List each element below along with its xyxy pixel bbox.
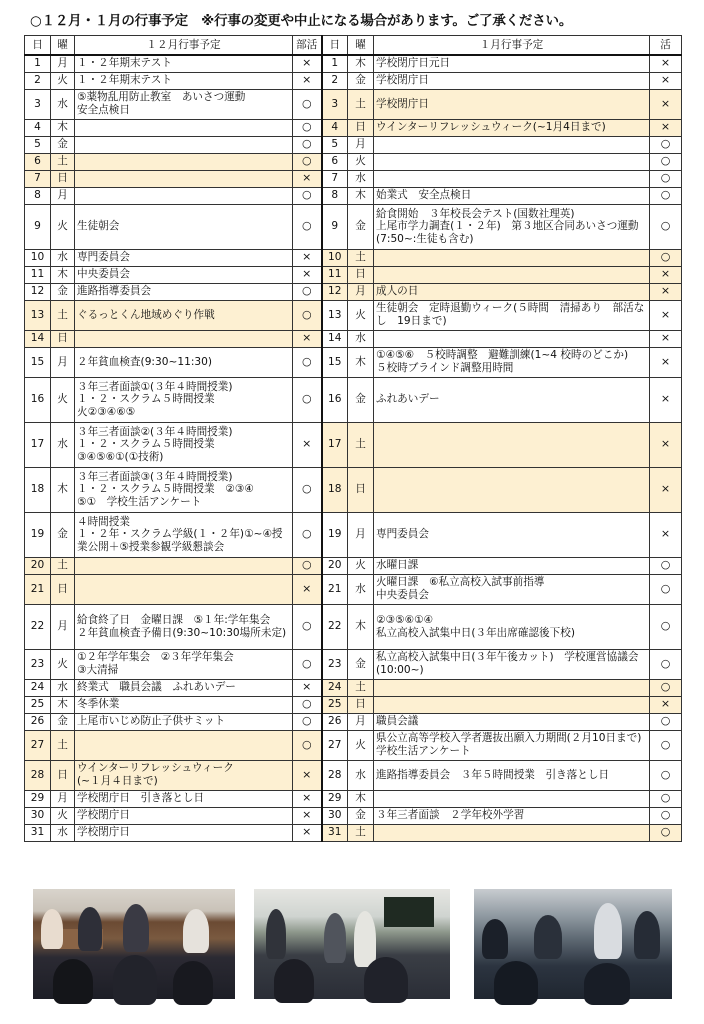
dec-club-mark: × (293, 679, 322, 696)
table-row (25, 679, 682, 696)
dec-event: 専門委員会 (75, 249, 293, 266)
dec-weekday: 月 (51, 187, 75, 204)
dec-weekday: 木 (51, 266, 75, 283)
jan-event (374, 330, 650, 347)
jan-event: 生徒朝会 定時退勤ウィーク(５時間 清掃あり 部活なし 19日まで) (374, 300, 650, 330)
dec-event: ３年三者面談①(３年４時間授業) １・２・スクラム５時間授業 火②③④⑥⑤ (75, 377, 293, 422)
jan-event: 成人の日 (374, 283, 650, 300)
dec-event: 給食終了日 金曜日課 ⑤１年:学年集会 ２年貧血検査予備日(9:30~10:30場所未定) (75, 604, 293, 649)
dec-club-mark: ○ (293, 696, 322, 713)
jan-event (374, 679, 650, 696)
jan-club-mark: ○ (650, 760, 682, 790)
jan-weekday: 日 (348, 696, 374, 713)
jan-weekday: 火 (348, 730, 374, 760)
jan-event: 学校閉庁日元日 (374, 55, 650, 72)
dec-club-mark: ○ (293, 347, 322, 377)
table-row (25, 730, 682, 760)
dec-weekday: 日 (51, 170, 75, 187)
jan-day: 16 (322, 377, 348, 422)
jan-club-mark: × (650, 55, 682, 72)
jan-weekday: 土 (348, 249, 374, 266)
jan-day: 2 (322, 72, 348, 89)
jan-event: ３年三者面談 ２学年校外学習 (374, 807, 650, 824)
jan-event (374, 266, 650, 283)
dec-event (75, 153, 293, 170)
jan-day: 26 (322, 713, 348, 730)
jan-day: 7 (322, 170, 348, 187)
dec-club-mark: ○ (293, 713, 322, 730)
jan-weekday: 金 (348, 807, 374, 824)
jan-event: 私立高校入試集中日(３年午後カット) 学校運営協議会(10:00~) (374, 649, 650, 679)
table-row (25, 55, 682, 72)
jan-weekday: 金 (348, 377, 374, 422)
dec-event: ぐるっとくん地域めぐり作戦 (75, 300, 293, 330)
dec-club-mark: × (293, 422, 322, 467)
dec-club-mark: × (293, 824, 322, 841)
jan-weekday: 木 (348, 187, 374, 204)
jan-weekday: 水 (348, 330, 374, 347)
jan-club-mark: ○ (650, 204, 682, 249)
jan-club-mark: ○ (650, 790, 682, 807)
jan-weekday: 金 (348, 72, 374, 89)
jan-weekday: 土 (348, 89, 374, 119)
jan-club-mark: ○ (650, 249, 682, 266)
table-row (25, 283, 682, 300)
dec-event: １・２年期末テスト (75, 72, 293, 89)
dec-event (75, 187, 293, 204)
header-jan-weekday: 曜 (348, 36, 374, 56)
table-row (25, 170, 682, 187)
table-row (25, 266, 682, 283)
dec-event: ４時間授業 １・２年・スクラム学級(１・２年)①~④授業公開＋⑤授業参観学級懇談会 (75, 512, 293, 557)
jan-day: 14 (322, 330, 348, 347)
dec-day: 3 (25, 89, 51, 119)
dec-weekday: 月 (51, 790, 75, 807)
photo-students (474, 889, 672, 999)
jan-club-mark: ○ (650, 730, 682, 760)
table-row (25, 153, 682, 170)
dec-club-mark: ○ (293, 119, 322, 136)
header-dec-club: 部活 (293, 36, 322, 56)
jan-day: 23 (322, 649, 348, 679)
dec-weekday: 土 (51, 153, 75, 170)
jan-club-mark: × (650, 119, 682, 136)
jan-event (374, 249, 650, 266)
dec-weekday: 土 (51, 730, 75, 760)
schedule-table (24, 35, 682, 842)
dec-day: 9 (25, 204, 51, 249)
table-row (25, 347, 682, 377)
dec-club-mark: ○ (293, 649, 322, 679)
dec-weekday: 金 (51, 283, 75, 300)
jan-weekday: 火 (348, 153, 374, 170)
dec-day: 24 (25, 679, 51, 696)
jan-event: ①④⑤⑥ ５校時調整 避難訓練(1~4 校時のどこか) ５校時ブラインド調整用時間 (374, 347, 650, 377)
dec-day: 31 (25, 824, 51, 841)
dec-event: 学校閉庁日 (75, 807, 293, 824)
jan-weekday: 日 (348, 266, 374, 283)
table-row (25, 604, 682, 649)
dec-day: 5 (25, 136, 51, 153)
jan-day: 9 (322, 204, 348, 249)
table-row (25, 467, 682, 512)
dec-event: 中央委員会 (75, 266, 293, 283)
jan-event (374, 170, 650, 187)
jan-day: 10 (322, 249, 348, 266)
dec-event: 上尾市いじめ防止子供サミット (75, 713, 293, 730)
dec-day: 15 (25, 347, 51, 377)
jan-club-mark: × (650, 283, 682, 300)
header-jan-club: 活 (650, 36, 682, 56)
jan-weekday: 水 (348, 170, 374, 187)
dec-day: 1 (25, 55, 51, 72)
dec-event (75, 119, 293, 136)
dec-weekday: 水 (51, 824, 75, 841)
dec-weekday: 日 (51, 574, 75, 604)
dec-weekday: 土 (51, 557, 75, 574)
dec-day: 30 (25, 807, 51, 824)
dec-day: 26 (25, 713, 51, 730)
table-row (25, 249, 682, 266)
jan-day: 22 (322, 604, 348, 649)
table-row (25, 713, 682, 730)
dec-day: 25 (25, 696, 51, 713)
header-weekday: 曜 (51, 36, 75, 56)
dec-day: 19 (25, 512, 51, 557)
dec-club-mark: ○ (293, 153, 322, 170)
dec-event (75, 574, 293, 604)
dec-day: 22 (25, 604, 51, 649)
dec-day: 12 (25, 283, 51, 300)
jan-day: 19 (322, 512, 348, 557)
jan-weekday: 月 (348, 283, 374, 300)
header-day: 日 (25, 36, 51, 56)
table-row (25, 72, 682, 89)
dec-weekday: 火 (51, 807, 75, 824)
jan-club-mark: ○ (650, 604, 682, 649)
page-title: ○１２月・１月の行事予定 ※行事の変更や中止になる場合があります。ご了承ください。 (30, 13, 573, 29)
jan-club-mark: ○ (650, 136, 682, 153)
jan-weekday: 月 (348, 136, 374, 153)
jan-day: 15 (322, 347, 348, 377)
table-row (25, 574, 682, 604)
jan-day: 21 (322, 574, 348, 604)
jan-weekday: 木 (348, 347, 374, 377)
dec-weekday: 日 (51, 760, 75, 790)
dec-event: 生徒朝会 (75, 204, 293, 249)
jan-event: 学校閉庁日 (374, 72, 650, 89)
dec-club-mark: × (293, 807, 322, 824)
table-row (25, 330, 682, 347)
jan-weekday: 日 (348, 467, 374, 512)
dec-day: 13 (25, 300, 51, 330)
dec-weekday: 金 (51, 512, 75, 557)
dec-club-mark: ○ (293, 300, 322, 330)
dec-event (75, 170, 293, 187)
table-row (25, 512, 682, 557)
dec-day: 29 (25, 790, 51, 807)
table-row (25, 790, 682, 807)
jan-event: ふれあいデー (374, 377, 650, 422)
jan-weekday: 水 (348, 574, 374, 604)
jan-weekday: 月 (348, 512, 374, 557)
table-row (25, 377, 682, 422)
photo-strip (0, 889, 704, 999)
dec-day: 20 (25, 557, 51, 574)
dec-day: 28 (25, 760, 51, 790)
dec-event: ２年貧血検査(9:30~11:30) (75, 347, 293, 377)
jan-day: 28 (322, 760, 348, 790)
jan-club-mark: ○ (650, 557, 682, 574)
jan-weekday: 金 (348, 204, 374, 249)
dec-weekday: 月 (51, 55, 75, 72)
jan-weekday: 土 (348, 824, 374, 841)
dec-club-mark: ○ (293, 204, 322, 249)
dec-club-mark: × (293, 72, 322, 89)
table-row (25, 696, 682, 713)
table-row (25, 187, 682, 204)
dec-weekday: 火 (51, 72, 75, 89)
jan-weekday: 水 (348, 760, 374, 790)
dec-club-mark: ○ (293, 730, 322, 760)
dec-event: ⑤薬物乱用防止教室 あいさつ運動 安全点検日 (75, 89, 293, 119)
dec-club-mark: × (293, 249, 322, 266)
table-row (25, 807, 682, 824)
dec-weekday: 水 (51, 89, 75, 119)
jan-event: ②③⑤⑥①④ 私立高校入試集中日(３年出席確認後下校) (374, 604, 650, 649)
dec-club-mark: ○ (293, 89, 322, 119)
jan-event (374, 790, 650, 807)
jan-weekday: 日 (348, 119, 374, 136)
jan-club-mark: × (650, 330, 682, 347)
jan-club-mark: ○ (650, 824, 682, 841)
table-row (25, 204, 682, 249)
table-row (25, 89, 682, 119)
dec-club-mark: × (293, 574, 322, 604)
jan-day: 17 (322, 422, 348, 467)
jan-club-mark: × (650, 512, 682, 557)
jan-weekday: 金 (348, 649, 374, 679)
jan-day: 12 (322, 283, 348, 300)
dec-club-mark: ○ (293, 604, 322, 649)
jan-club-mark: ○ (650, 807, 682, 824)
jan-event (374, 467, 650, 512)
table-row (25, 760, 682, 790)
dec-event (75, 330, 293, 347)
dec-club-mark: × (293, 55, 322, 72)
dec-day: 14 (25, 330, 51, 347)
dec-day: 6 (25, 153, 51, 170)
jan-weekday: 月 (348, 713, 374, 730)
header-jan-events: １月行事予定 (374, 36, 650, 56)
dec-day: 18 (25, 467, 51, 512)
jan-weekday: 木 (348, 790, 374, 807)
dec-club-mark: ○ (293, 136, 322, 153)
dec-club-mark: × (293, 790, 322, 807)
jan-club-mark: × (650, 347, 682, 377)
jan-day: 3 (322, 89, 348, 119)
jan-weekday: 木 (348, 55, 374, 72)
jan-event (374, 153, 650, 170)
jan-club-mark: × (650, 300, 682, 330)
jan-weekday: 火 (348, 557, 374, 574)
dec-weekday: 日 (51, 330, 75, 347)
dec-day: 17 (25, 422, 51, 467)
jan-weekday: 土 (348, 422, 374, 467)
jan-day: 20 (322, 557, 348, 574)
dec-weekday: 土 (51, 300, 75, 330)
jan-event: 県公立高等学校入学者選抜出願入力期間(２月10日まで) 学校生活アンケート (374, 730, 650, 760)
jan-club-mark: ○ (650, 187, 682, 204)
jan-club-mark: ○ (650, 170, 682, 187)
dec-weekday: 火 (51, 204, 75, 249)
jan-day: 1 (322, 55, 348, 72)
jan-event: 水曜日課 (374, 557, 650, 574)
jan-weekday: 火 (348, 300, 374, 330)
dec-day: 10 (25, 249, 51, 266)
jan-club-mark: ○ (650, 679, 682, 696)
dec-club-mark: ○ (293, 187, 322, 204)
jan-event: 始業式 安全点検日 (374, 187, 650, 204)
jan-event: 火曜日課 ⑥私立高校入試事前指導 中央委員会 (374, 574, 650, 604)
dec-day: 7 (25, 170, 51, 187)
photo-classroom (254, 889, 450, 999)
jan-club-mark: × (650, 89, 682, 119)
jan-club-mark: × (650, 266, 682, 283)
jan-club-mark: ○ (650, 713, 682, 730)
dec-day: 27 (25, 730, 51, 760)
dec-event: ①２年学年集会 ②３年学年集会 ③大清掃 (75, 649, 293, 679)
jan-event: 職員会議 (374, 713, 650, 730)
jan-day: 13 (322, 300, 348, 330)
jan-day: 27 (322, 730, 348, 760)
table-row (25, 119, 682, 136)
jan-event (374, 696, 650, 713)
dec-club-mark: ○ (293, 377, 322, 422)
jan-weekday: 土 (348, 679, 374, 696)
dec-day: 11 (25, 266, 51, 283)
schedule-body (25, 55, 682, 841)
header-jan-day: 日 (322, 36, 348, 56)
dec-weekday: 水 (51, 249, 75, 266)
dec-club-mark: ○ (293, 467, 322, 512)
table-header-row (25, 36, 682, 56)
jan-club-mark: × (650, 377, 682, 422)
jan-event (374, 422, 650, 467)
jan-day: 24 (322, 679, 348, 696)
dec-weekday: 月 (51, 604, 75, 649)
dec-club-mark: × (293, 760, 322, 790)
dec-day: 16 (25, 377, 51, 422)
jan-event (374, 824, 650, 841)
jan-day: 11 (322, 266, 348, 283)
table-row (25, 136, 682, 153)
jan-club-mark: ○ (650, 153, 682, 170)
dec-weekday: 木 (51, 467, 75, 512)
jan-day: 8 (322, 187, 348, 204)
jan-event: 給食開始 ３年校長会テスト(国数社理英) 上尾市学力調査(１・２年) 第３地区合同あいさつ運動(7:50~:生徒も含む) (374, 204, 650, 249)
dec-event: 終業式 職員会議 ふれあいデー (75, 679, 293, 696)
dec-weekday: 水 (51, 679, 75, 696)
jan-event: ウインターリフレッシュウィーク(~1月4日まで) (374, 119, 650, 136)
dec-weekday: 金 (51, 136, 75, 153)
jan-day: 18 (322, 467, 348, 512)
jan-club-mark: × (650, 467, 682, 512)
dec-club-mark: × (293, 266, 322, 283)
dec-club-mark: ○ (293, 283, 322, 300)
jan-event (374, 136, 650, 153)
jan-club-mark: ○ (650, 574, 682, 604)
dec-weekday: 木 (51, 119, 75, 136)
jan-day: 6 (322, 153, 348, 170)
dec-event: 進路指導委員会 (75, 283, 293, 300)
jan-day: 5 (322, 136, 348, 153)
dec-event: ３年三者面談③(３年４時間授業) １・２・スクラム５時間授業 ②③④ ⑤① 学校生活アンケート (75, 467, 293, 512)
jan-event: 進路指導委員会 ３年５時間授業 引き落とし日 (374, 760, 650, 790)
jan-weekday: 木 (348, 604, 374, 649)
jan-club-mark: × (650, 422, 682, 467)
dec-event: 冬季休業 (75, 696, 293, 713)
photo-meeting (33, 889, 235, 999)
dec-event (75, 136, 293, 153)
dec-event (75, 730, 293, 760)
dec-club-mark: × (293, 170, 322, 187)
dec-event: １・２年期末テスト (75, 55, 293, 72)
header-dec-events: １２月行事予定 (75, 36, 293, 56)
jan-club-mark: × (650, 696, 682, 713)
table-row (25, 824, 682, 841)
dec-weekday: 火 (51, 649, 75, 679)
dec-weekday: 月 (51, 347, 75, 377)
table-row (25, 649, 682, 679)
jan-event: 専門委員会 (374, 512, 650, 557)
dec-day: 23 (25, 649, 51, 679)
dec-weekday: 木 (51, 696, 75, 713)
dec-weekday: 水 (51, 422, 75, 467)
jan-day: 29 (322, 790, 348, 807)
dec-event: ウインターリフレッシュウィーク (~１月４日まで) (75, 760, 293, 790)
jan-club-mark: ○ (650, 649, 682, 679)
dec-weekday: 火 (51, 377, 75, 422)
jan-club-mark: × (650, 72, 682, 89)
dec-event: 学校閉庁日 (75, 824, 293, 841)
jan-day: 30 (322, 807, 348, 824)
dec-club-mark: ○ (293, 512, 322, 557)
dec-day: 8 (25, 187, 51, 204)
table-row (25, 557, 682, 574)
dec-event: ３年三者面談②(３年４時間授業) １・２・スクラム５時間授業 ③④⑤⑥①(①技術) (75, 422, 293, 467)
dec-day: 4 (25, 119, 51, 136)
jan-event: 学校閉庁日 (374, 89, 650, 119)
dec-club-mark: ○ (293, 557, 322, 574)
jan-day: 31 (322, 824, 348, 841)
dec-day: 2 (25, 72, 51, 89)
jan-day: 4 (322, 119, 348, 136)
dec-event: 学校閉庁日 引き落とし日 (75, 790, 293, 807)
table-row (25, 422, 682, 467)
dec-club-mark: × (293, 330, 322, 347)
jan-day: 25 (322, 696, 348, 713)
dec-weekday: 金 (51, 713, 75, 730)
dec-event (75, 557, 293, 574)
table-row (25, 300, 682, 330)
dec-day: 21 (25, 574, 51, 604)
